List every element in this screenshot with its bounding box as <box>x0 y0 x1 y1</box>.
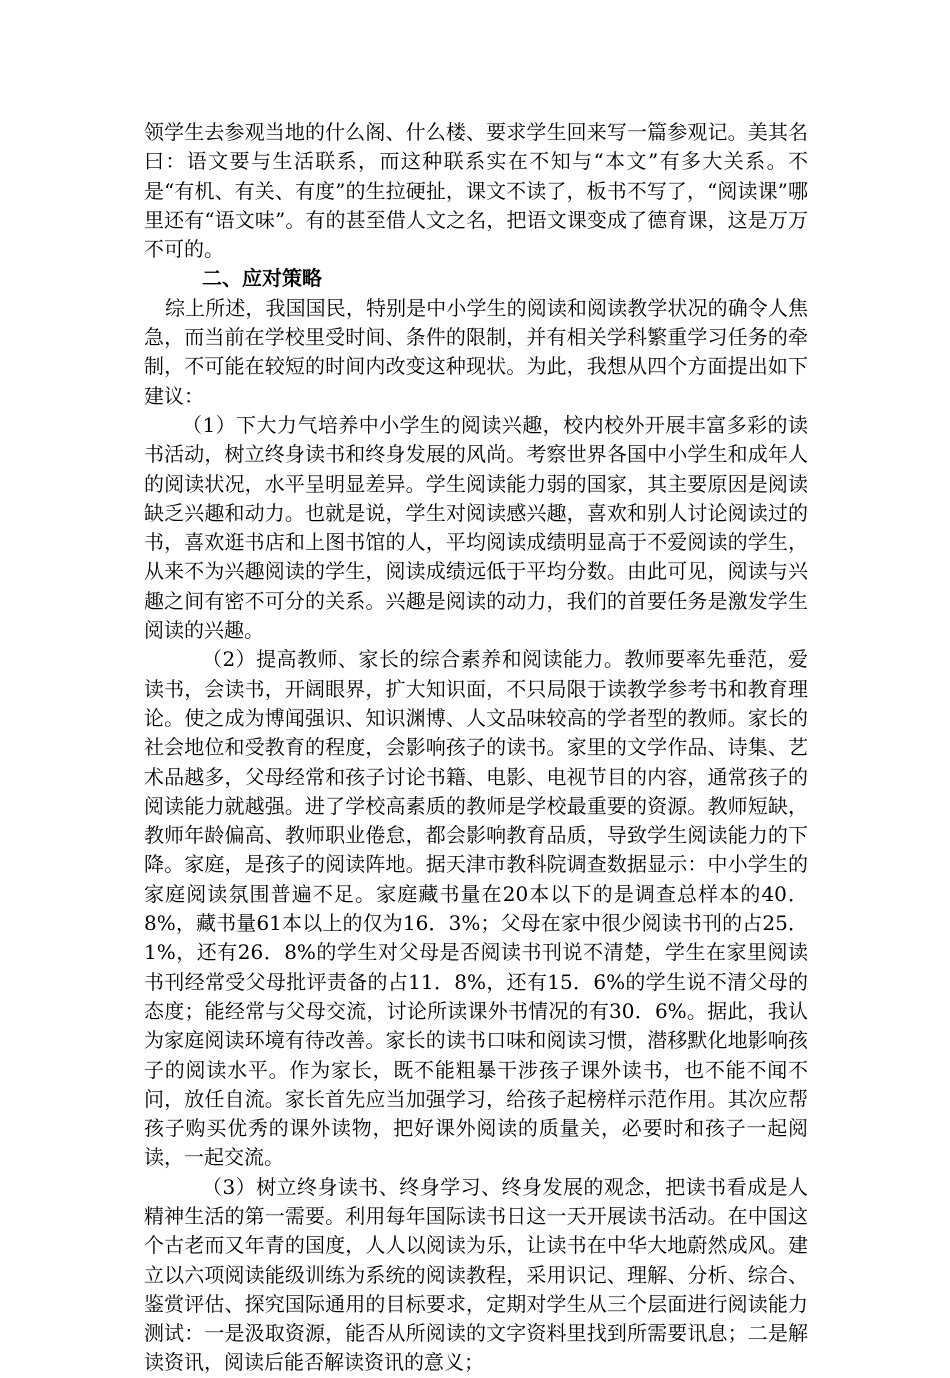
paragraph-suggestion-3: （3）树立终身读书、终身学习、终身发展的观念，把读书看成是人精神生活的第一需要。利用每年国际读书日这一天开展读书活动。在中国这个古老而又年青的国度，人人以阅读为乐，让读书在中华大地蔚然成风。建立以六项阅读能级训练为系统的阅读教程，采用识记、理解、分析、综合、鉴赏评估、探究国际通用的目标要求，定期对学生从三个层面进行阅读能力测试：一是汲取资源，能否从所阅读的文字资料里找到所需要讯息；二是解读资讯，阅读后能否解读资讯的意义； <box>144 1174 808 1375</box>
document-page <box>144 118 808 1378</box>
paragraph-suggestion-2: （2）提高教师、家长的综合素养和阅读能力。教师要率先垂范，爱读书，会读书，开阔眼界，扩大知识面，不只局限于读教学参考书和教育理论。使之成为博闻强识、知识渊博、人文品味较高的学者型的教师。家长的社会地位和受教育的程度，会影响孩子的读书。家里的文学作品、诗集、艺术品越多，父母经常和孩子讨论书籍、电影、电视节目的内容，通常孩子的阅读能力就越强。进了学校高素质的教师是学校最重要的资源。教师短缺，教师年龄偏高、教师职业倦怠，都会影响教育品质，导致学生阅读能力的下降。家庭，是孩子的阅读阵地。据天津市教科院调查数据显示：中小学生的家庭阅读氛围普遍不足。家庭藏书量在20本以下的是调查总样本的40．8%，藏书量61本以上的仅为16．3%；父母在家中很少阅读书刊的占25．1%，还有26．8%的学生对父母是否阅读书刊说不清楚，学生在家里阅读书刊经常受父母批评责备的占11．8%，还有15．6%的学生说不清父母的态度；能经常与父母交流，讨论所读课外书情况的有30．6%。据此，我认为家庭阅读环境有待改善。家长的读书口味和阅读习惯，潜移默化地影响孩子的阅读水平。作为家长，既不能粗暴干涉孩子课外读书，也不能不闻不问，放任自流。家长首先应当加强学习，给孩子起榜样示范作用。其次应帮孩子购买优秀的课外读物，把好课外阅读的质量关，必要时和孩子一起阅读，一起交流。 <box>144 647 808 1170</box>
section-heading: 二、应对策略 <box>202 266 322 291</box>
paragraph-suggestion-1: （1）下大力气培养中小学生的阅读兴趣，校内校外开展丰富多彩的读书活动，树立终身读书和终身发展的风尚。考察世界各国中小学生和成年人的阅读状况，水平呈明显差异。学生阅读能力弱的国家，其主要原因是阅读缺乏兴趣和动力。也就是说，学生对阅读感兴趣，喜欢和别人讨论阅读过的书，喜欢逛书店和上图书馆的人，平均阅读成绩明显高于不爱阅读的学生，从来不为兴趣阅读的学生，阅读成绩远低于平均分数。由此可见，阅读与兴趣之间有密不可分的关系。兴趣是阅读的动力，我们的首要任务是激发学生阅读的兴趣。 <box>144 412 808 643</box>
paragraph-summary: 综上所述，我国国民，特别是中小学生的阅读和阅读教学状况的确令人焦急，而当前在学校里受时间、条件的限制，并有相关学科繁重学习任务的牵制，不可能在较短的时间内改变这种现状。为此，我想从四个方面提出如下建议： <box>144 295 808 408</box>
paragraph-intro: 领学生去参观当地的什么阁、什么楼、要求学生回来写一篇参观记。美其名曰：语文要与生活联系，而这种联系实在不知与“本文”有多大关系。不是“有机、有关、有度”的生拉硬扯，课文不读了，板书不写了，“阅读课”哪里还有“语文味”。有的甚至借人文之名，把语文课变成了德育课，这是万万不可的。 <box>144 120 808 262</box>
